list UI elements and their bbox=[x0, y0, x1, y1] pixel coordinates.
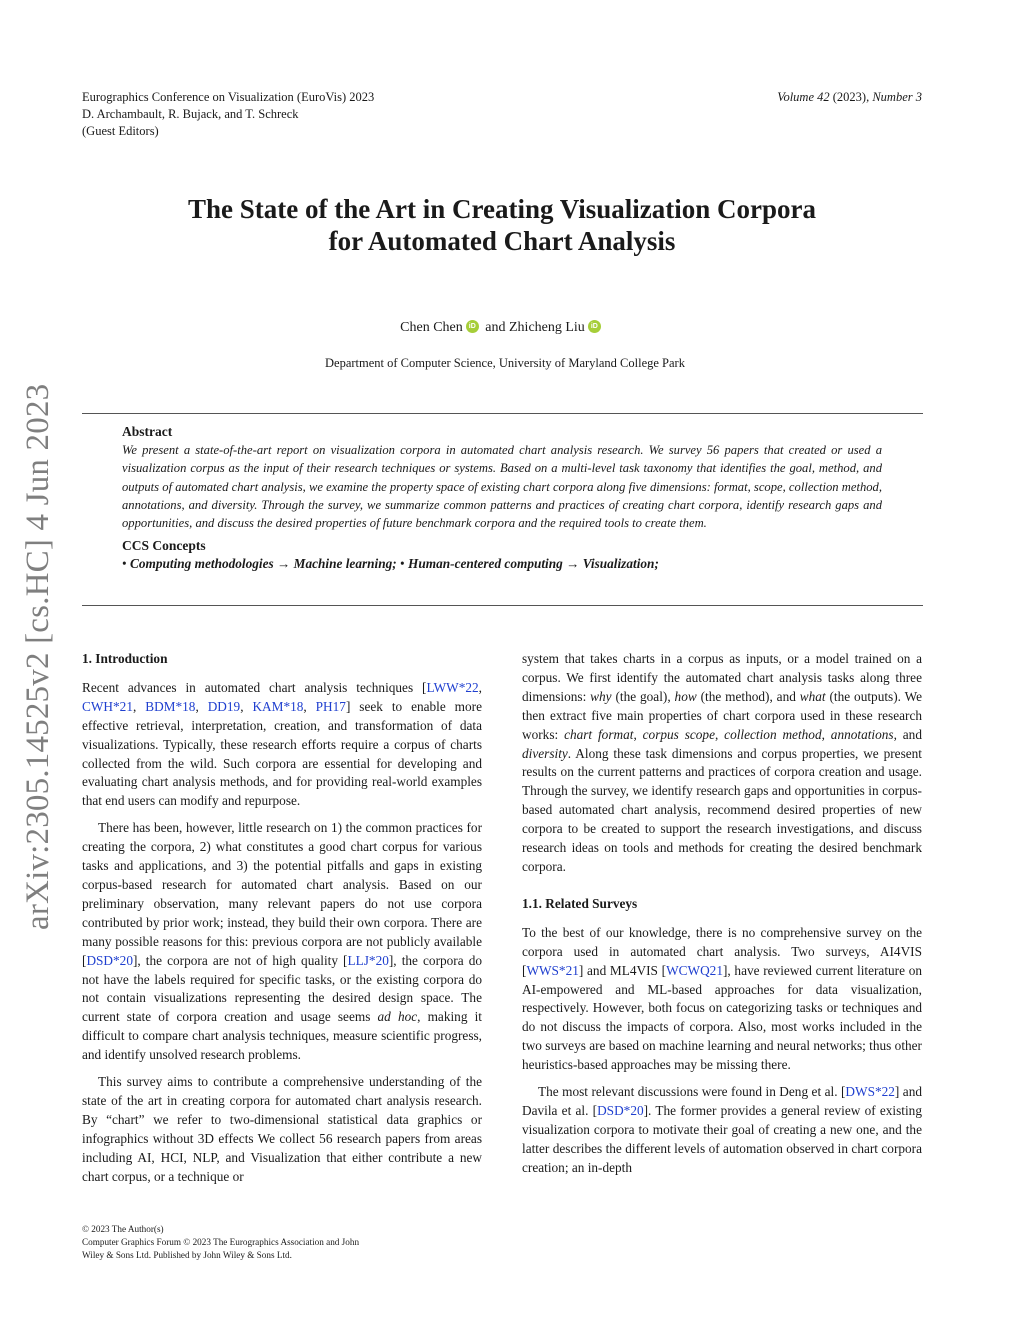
intro-paragraph-2: There has been, however, little research on 1) the common practices for creating the corpora, 2) what constitutes a good chart corpus for various tasks and applications, and 3) the potential pitfalls and gaps in existing corpus-based research for automated chart analysis. Based on our preliminary observation, many relevant papers do not use corpora contributed by prior work; instead, they build their own corpora. There are many possible reasons for this: previous corpora are not publicly available [DSD*20], the corpora are not of high quality [LLJ*20], the corpora do not have the labels required for specific tasks, or the existing corpora do not contain visualizations representing the desired design space. The current state of corpora creation and usage seems ad hoc, making it difficult to compare chart analysis techniques, measure scientific progress, and identify unsolved research problems. bbox=[82, 820, 483, 1063]
citation-link[interactable]: DSD*20 bbox=[86, 952, 133, 968]
abstract-heading: Abstract bbox=[122, 424, 173, 439]
year: (2023) bbox=[832, 90, 867, 104]
author-list bbox=[82, 318, 922, 338]
arrow-glyph: → bbox=[277, 556, 291, 572]
author-joiner: and bbox=[485, 320, 506, 335]
editors-line: D. Archambault, R. Bujack, and T. Schreck bbox=[82, 107, 299, 121]
volume-info bbox=[777, 89, 922, 106]
section-heading-related-surveys: 1.1. Related Surveys bbox=[522, 895, 638, 911]
journal-header bbox=[82, 89, 502, 140]
title-line-2: for Automated Chart Analysis bbox=[328, 226, 676, 256]
volume: Volume 42 bbox=[777, 90, 830, 104]
related-paragraph-1: To the best of our knowledge, there is no comprehensive survey on the corpora used in automated chart analysis. Two surveys, AI4VIS [WWS*21] and ML4VIS [WCWQ21], have reviewed current literature on AI-empowered and ML-based approaches for data visualization, respectively. However, both focus on categorizing tasks or techniques and do not discuss the impacts of corpora. Also, most works included in the two surveys are based on machine learning and neural networks; thus other heuristics-based approaches may be missing there. bbox=[522, 924, 923, 1073]
citation-link[interactable]: LLJ*20 bbox=[347, 952, 389, 968]
abstract-text: We present a state-of-the-art report on visualization corpora in automated chart analysis research. We survey 56 papers that created or used a visualization corpus as the input of their research techniques or systems. Based on a multi-level task taxonomy that identifies the goal, method, and outputs of automated chart analysis, we examine the property space of existing chart corpora along five dimensions: format, scope, collection method, annotations, and diversity. Through the survey, we summarize common patterns and practices of creating chart corpora, identify research gaps and opportunities, and discuss the desired properties of future benchmark corpora and the required tools to create them. bbox=[122, 443, 882, 531]
arxiv-stamp: arXiv:2305.14525v2 [cs.HC] 4 Jun 2023 bbox=[20, 383, 56, 930]
guest-editors-line: (Guest Editors) bbox=[82, 124, 159, 138]
issue-number: , Number 3 bbox=[866, 90, 922, 104]
citation-link[interactable]: LWW*22 bbox=[426, 679, 479, 695]
affiliation: Department of Computer Science, University of Maryland College Park bbox=[325, 356, 685, 370]
ccs-heading: CCS Concepts bbox=[122, 538, 206, 554]
citation-link[interactable]: BDM*18 bbox=[145, 698, 196, 714]
citation-link[interactable]: WCWQ21 bbox=[666, 962, 723, 978]
title-line-1: The State of the Art in Creating Visualization Corpora bbox=[188, 194, 816, 224]
bullet: • bbox=[122, 556, 127, 572]
copyright-line: Wiley & Sons Ltd. Published by John Wiley & Sons Ltd. bbox=[82, 1250, 292, 1261]
divider bbox=[82, 605, 923, 606]
arrow-glyph: → bbox=[566, 556, 580, 572]
intro-paragraph-1: Recent advances in automated chart analysis techniques [LWW*22, CWH*21, BDM*18, DD19, KAM*18, PH17] seek to enable more effective retrieval, interpretation, creation, and transformation of data visualizations. Typically, these research efforts require a corpus of charts collected from the wild. Such corpora are essential for developing and evaluating chart analysis methods, and for providing real-world examples that end users can modify and repurpose. bbox=[82, 679, 482, 809]
ccs-term: Machine learning; bbox=[293, 556, 397, 572]
citation-link[interactable]: PH17 bbox=[315, 698, 346, 714]
author-name: Chen Chen bbox=[400, 320, 463, 335]
citation-link[interactable]: WWS*21 bbox=[526, 962, 579, 978]
section-heading-introduction: 1. Introduction bbox=[82, 651, 168, 666]
paper-title bbox=[82, 193, 922, 257]
orcid-icon[interactable]: iD bbox=[588, 320, 601, 333]
right-column bbox=[522, 650, 922, 1178]
citation-link[interactable]: DSD*20 bbox=[597, 1102, 644, 1118]
copyright-footer bbox=[82, 1223, 412, 1263]
conference-line: Eurographics Conference on Visualization (EuroVis) 2023 bbox=[82, 90, 375, 104]
ccs-concepts bbox=[122, 555, 882, 573]
left-column bbox=[82, 650, 482, 1186]
intro-paragraph-3-cont: system that takes charts in a corpus as inputs, or a model trained on a corpus. We first identify the automated chart analysis tasks along three dimensions: why (the goal), how (the method), and what (the outputs). We then extract five main properties of chart corpora used in these research works: chart format, corpus scope, collection method, annotations, and diversity. Along these task dimensions and corpus properties, we present results on the current patterns and practices of corpora creation and usage. Through the survey, we identify research gaps and opportunities in corpus-based automated chart analysis, recommend desired properties of new corpora to be created to support the research investigations, and discuss research ideas on tools and methods for creating the desired benchmark corpora. bbox=[522, 651, 922, 874]
copyright-line: Computer Graphics Forum © 2023 The Eurographics Association and John bbox=[82, 1237, 360, 1248]
citation-link[interactable]: CWH*21 bbox=[82, 698, 133, 714]
related-paragraph-2: The most relevant discussions were found in Deng et al. [DWS*22] and Davila et al. [DSD*20]. The former provides a general review of existing visualization corpora to motivate their goal of creating a new one, and the latter describes the different levels of automation observed in chart corpora creation; an in-depth bbox=[522, 1084, 923, 1175]
ccs-term: Visualization; bbox=[582, 556, 659, 572]
abstract-section bbox=[122, 423, 882, 573]
citation-link[interactable]: DD19 bbox=[207, 698, 241, 714]
ccs-term: Computing methodologies bbox=[129, 556, 274, 572]
copyright-line: © 2023 The Author(s) bbox=[82, 1224, 164, 1234]
orcid-icon[interactable]: iD bbox=[466, 320, 479, 333]
divider bbox=[82, 413, 923, 414]
ccs-term: Human-centered computing bbox=[408, 556, 563, 572]
citation-link[interactable]: KAM*18 bbox=[252, 698, 304, 714]
intro-paragraph-3: This survey aims to contribute a comprehensive understanding of the state of the art in creating corpora for automated chart analysis research. By “chart” we refer to two-dimensional statistical data graphics or infographics without 3D effects We collect 56 research papers from areas including AI, HCI, NLP, and Visualization that either contribute a new chart corpus, or a technique or bbox=[82, 1074, 482, 1184]
citation-link[interactable]: DWS*22 bbox=[845, 1084, 895, 1100]
author-name: Zhicheng Liu bbox=[509, 320, 585, 335]
bullet: • bbox=[400, 556, 405, 572]
